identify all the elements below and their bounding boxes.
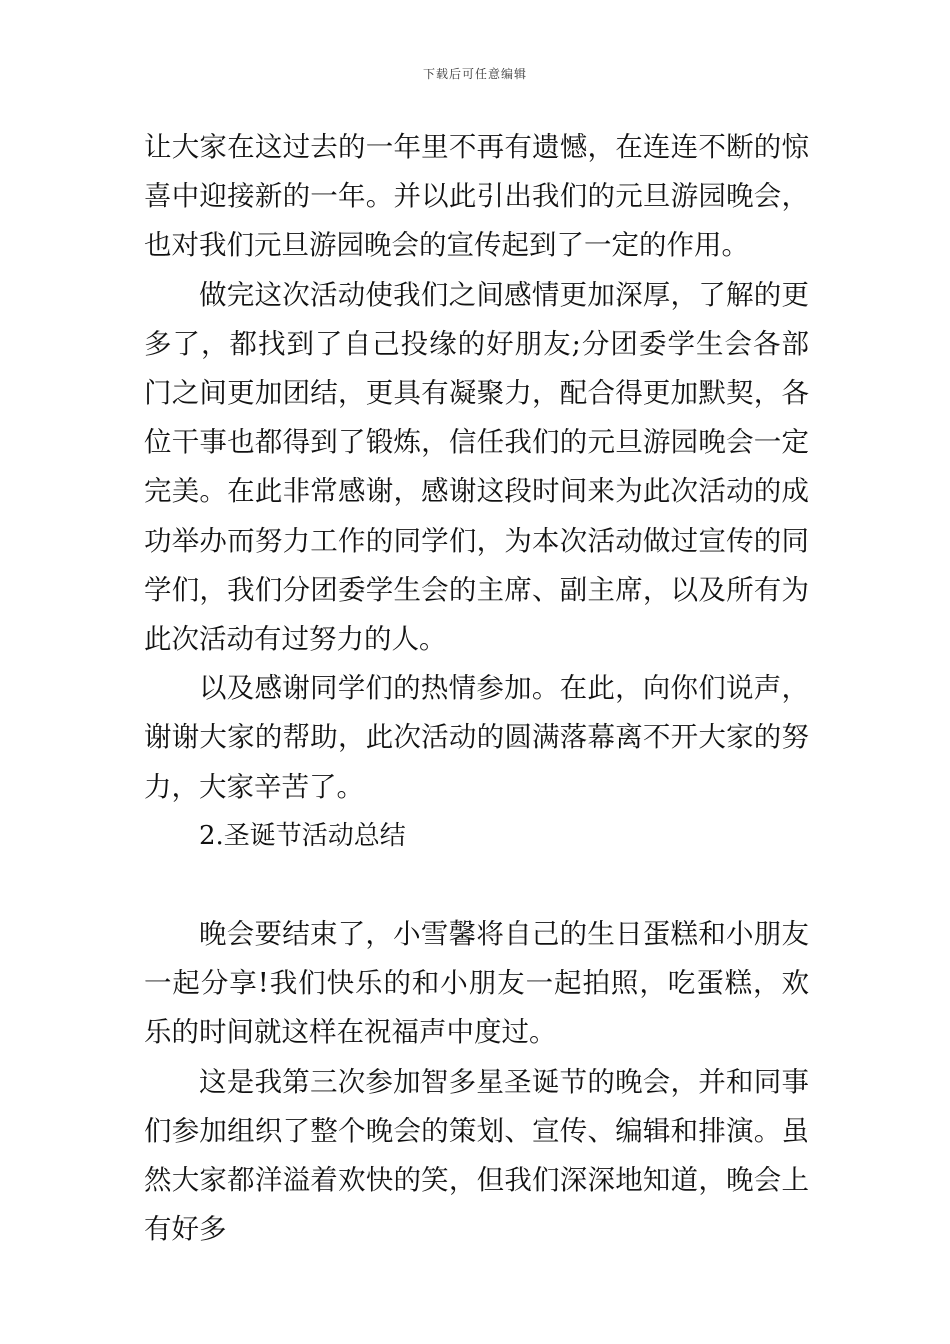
document-body bbox=[144, 123, 809, 1254]
paragraph-3: 以及感谢同学们的热情参加。在此，向你们说声，谢谢大家的帮助，此次活动的圆满落幕离不开大家的努力，大家辛苦了。 bbox=[144, 672, 809, 803]
paragraph-4: 晚会要结束了，小雪馨将自己的生日蛋糕和小朋友一起分享!我们快乐的和小朋友一起拍照，吃蛋糕，欢乐的时间就这样在祝福声中度过。 bbox=[144, 918, 809, 1049]
page-header: 下载后可任意编辑 bbox=[422, 67, 527, 81]
paragraph-1: 让大家在这过去的一年里不再有遗憾，在连连不断的惊喜中迎接新的一年。并以此引出我们的元旦游园晚会，也对我们元旦游园晚会的宣传起到了一定的作用。 bbox=[144, 131, 809, 262]
paragraph-2: 做完这次活动使我们之间感情更加深厚，了解的更多了，都找到了自己投缘的好朋友;分团委学生会各部门之间更加团结，更具有凝聚力，配合得更加默契，各位干事也都得到了锻炼，信任我们的元旦游园晚会一定完美。在此非常感谢，感谢这段时间来为此次活动的成功举办而努力工作的同学们，为本次活动做过宣传的同学们，我们分团委学生会的主席、副主席，以及所有为此次活动有过努力的人。 bbox=[144, 278, 809, 656]
blank-line bbox=[144, 861, 809, 910]
section-heading: 2.圣诞节活动总结 bbox=[199, 820, 406, 851]
paragraph-5: 这是我第三次参加智多星圣诞节的晚会，并和同事们参加组织了整个晚会的策划、宣传、编辑和排演。虽然大家都洋溢着欢快的笑，但我们深深地知道，晚会上有好多 bbox=[144, 1065, 809, 1246]
